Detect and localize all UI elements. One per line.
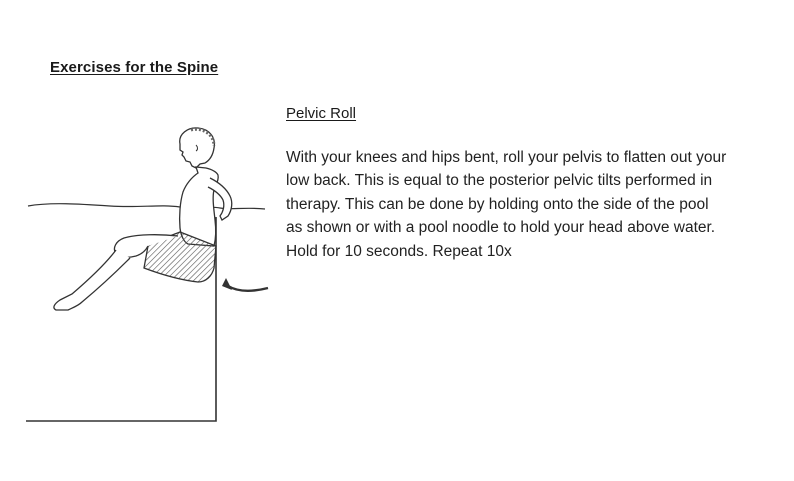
pelvic-roll-illustration — [20, 120, 280, 430]
description-line: With your knees and hips bent, roll your pelvis to flatten out your — [286, 149, 727, 166]
description-line: low back. This is equal to the posterior pelvic tilts performed in — [286, 172, 713, 190]
page-heading: Exercises for the Spine — [50, 59, 219, 76]
lower-leg — [54, 250, 130, 310]
description-line: Hold for 10 seconds. Repeat 10x — [286, 242, 512, 260]
description-line: therapy. This can be done by holding onto the side of the pool — [286, 195, 709, 213]
exercise-title: Pelvic Roll — [286, 105, 357, 122]
pelvic-roll-arrow — [228, 286, 268, 291]
description-line: as shown or with a pool noodle to hold your head above water. — [286, 219, 716, 237]
exercise-description — [286, 146, 776, 263]
